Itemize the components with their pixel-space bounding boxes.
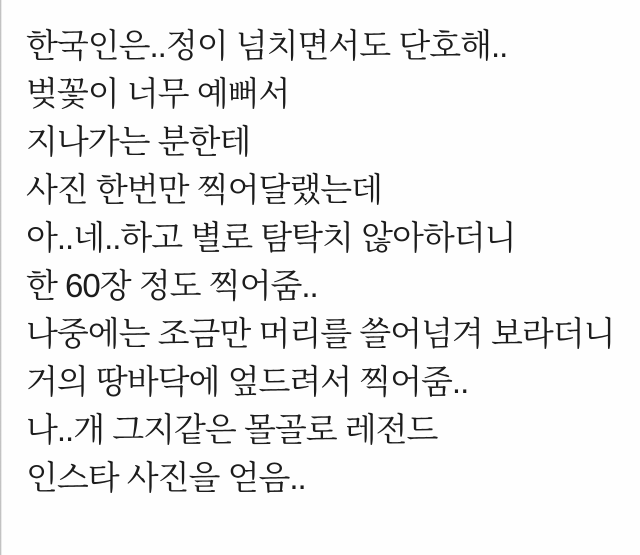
text-line-9: 나..개 그지같은 몰골로 레전드 <box>26 411 438 448</box>
left-edge-artifact <box>0 0 2 555</box>
post-text-block <box>26 22 626 502</box>
text-line-5: 아..네..하고 별로 탐탁치 않아하더니 <box>26 219 516 256</box>
text-line-7: 나중에는 조금만 머리를 쓸어넘겨 보라더니 <box>26 315 615 352</box>
text-line-6: 한 60장 정도 찍어줌.. <box>26 267 318 304</box>
text-line-3: 지나가는 분한테 <box>26 123 251 160</box>
text-line-10: 인스타 사진을 얻음.. <box>26 459 306 496</box>
text-line-2: 벚꽃이 너무 예뻐서 <box>26 75 290 112</box>
text-line-1: 한국인은..정이 넘치면서도 단호해.. <box>26 27 508 64</box>
text-line-8: 거의 땅바닥에 엎드려서 찍어줌.. <box>26 363 469 400</box>
text-line-4: 사진 한번만 찍어달랬는데 <box>26 171 382 208</box>
